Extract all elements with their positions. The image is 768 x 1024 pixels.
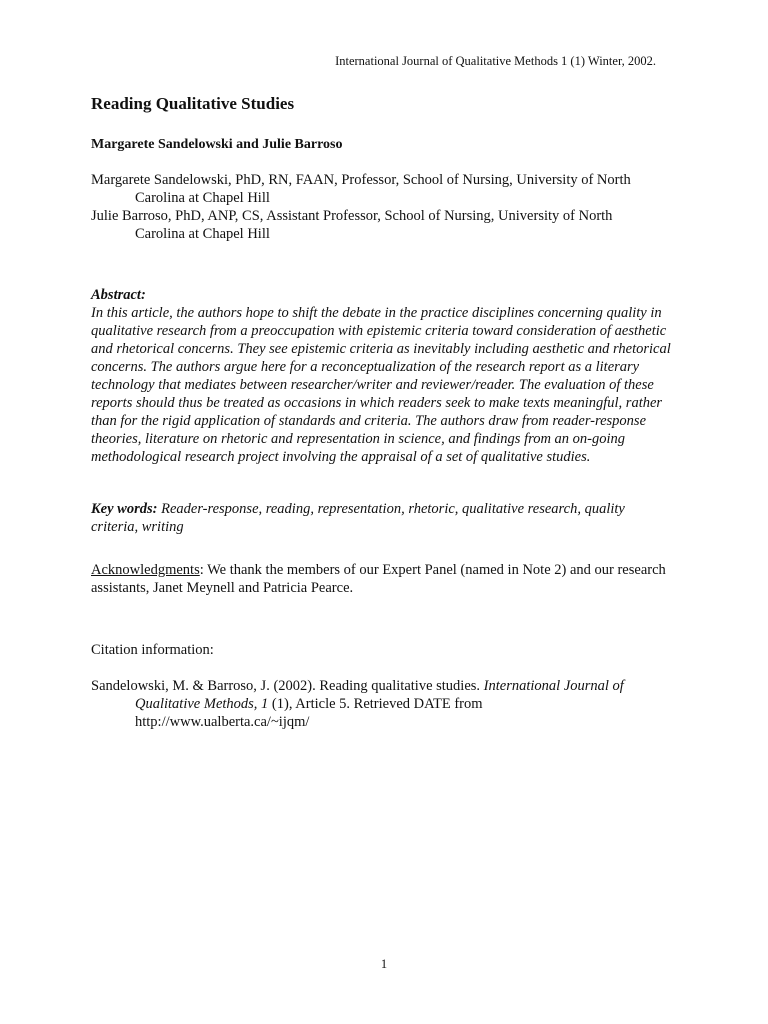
citation-journal-cont: Qualitative Methods, 1 xyxy=(135,696,269,712)
abstract xyxy=(91,286,671,466)
article-title: Reading Qualitative Studies xyxy=(91,94,295,113)
citation xyxy=(91,677,671,731)
acknowledgments-label: Acknowledgments xyxy=(91,562,200,578)
affiliation-2-line2: Carolina at Chapel Hill xyxy=(135,226,270,242)
abstract-label: Abstract: xyxy=(91,287,146,303)
keywords-label: Key words: xyxy=(91,501,158,517)
affiliation-1-line1: Margarete Sandelowski, PhD, RN, FAAN, Professor, School of Nursing, University of North xyxy=(91,172,631,188)
citation-issue: (1), Article 5. Retrieved DATE from xyxy=(268,696,483,712)
affiliation-2 xyxy=(91,207,671,243)
affiliation-1-line2: Carolina at Chapel Hill xyxy=(135,190,270,206)
citation-label: Citation information: xyxy=(91,642,214,658)
abstract-text: In this article, the authors hope to shift the debate in the practice disciplines concerning quality in qualitative research from a preoccupation with epistemic criteria toward consideration of aesthetic and rhetorical concerns. They see epistemic criteria as inevitably including aesthetic and rhetorical concerns. The authors argue here for a reconceptualization of the research report as a literary technology that mediates between researcher/writer and reviewer/reader. The evaluation of these reports should thus be treated as occasions in which readers seek to make texts meaningful, rather than for the rigid application of standards and criteria. The authors draw from reader-response theories, literature on rhetoric and representation in science, and findings from an on-going methodological research project involving the appraisal of a set of qualitative studies. xyxy=(91,305,671,465)
page-number: 1 xyxy=(380,957,388,971)
citation-line2 xyxy=(91,695,671,713)
citation-authors-title: Sandelowski, M. & Barroso, J. (2002). Reading qualitative studies. xyxy=(91,678,484,694)
affiliation-1 xyxy=(91,171,671,207)
affiliation-2-line1: Julie Barroso, PhD, ANP, CS, Assistant Professor, School of Nursing, University of North xyxy=(91,208,613,224)
acknowledgments xyxy=(91,561,671,597)
acknowledgments-text: : We thank the members of our Expert Panel (named in Note 2) and our research assistants, Janet Meynell and Patricia Pearce. xyxy=(91,562,666,596)
citation-journal: International Journal of xyxy=(483,678,624,694)
running-header: International Journal of Qualitative Methods 1 (1) Winter, 2002. xyxy=(335,54,656,68)
keywords-text: Reader-response, reading, representation, rhetoric, qualitative research, quality criteria, writing xyxy=(91,501,625,535)
citation-url: http://www.ualberta.ca/~ijqm/ xyxy=(135,714,310,730)
author-names: Margarete Sandelowski and Julie Barroso xyxy=(91,137,343,152)
keywords xyxy=(91,500,671,536)
